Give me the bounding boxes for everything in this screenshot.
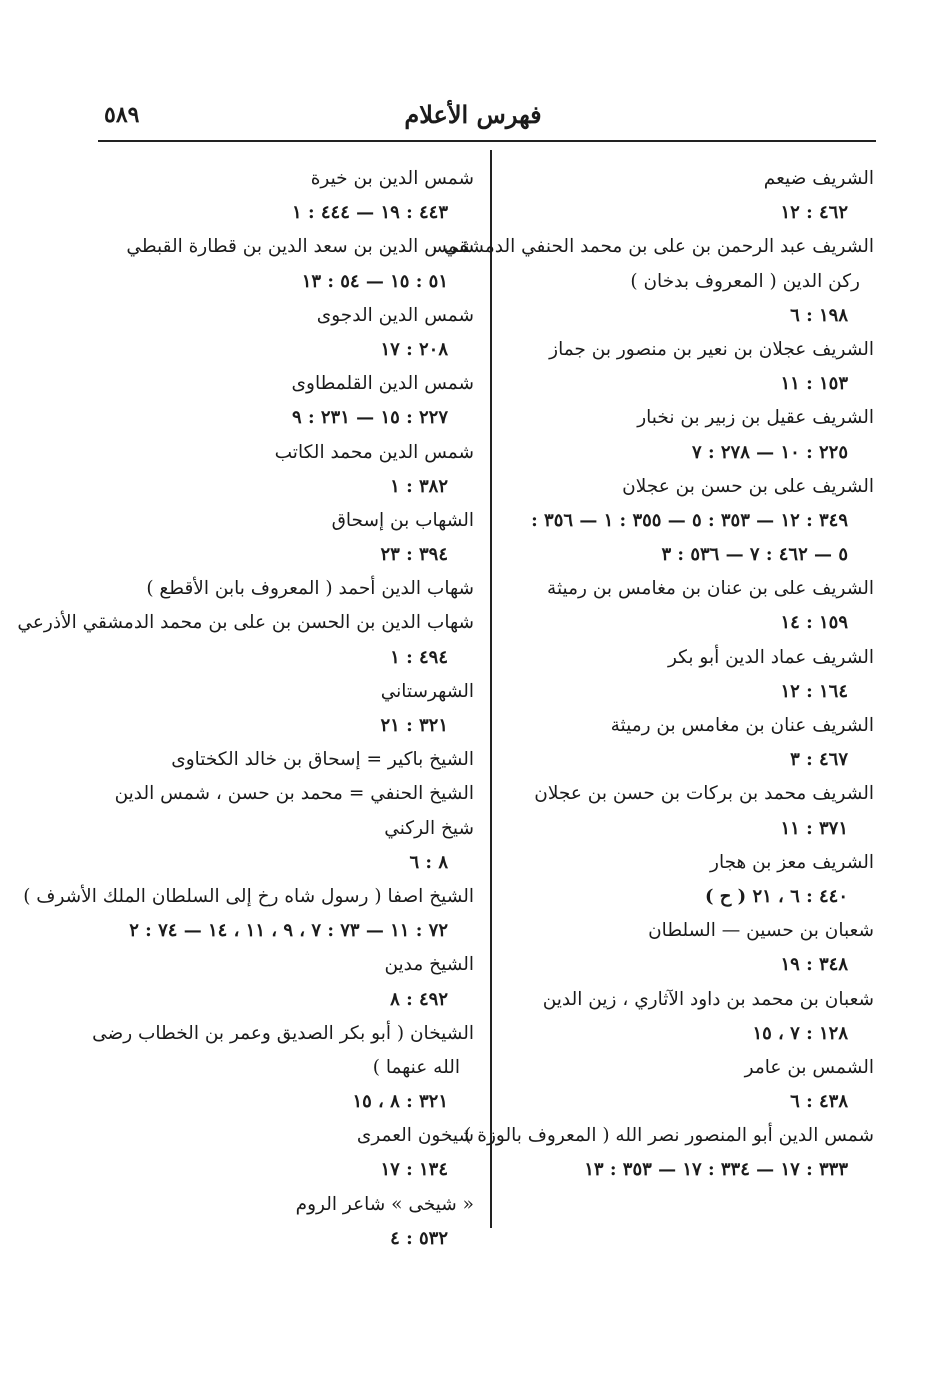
column-divider xyxy=(490,150,492,1228)
index-entry-name: الشريف عبد الرحمن بن على بن محمد الحنفي الدمشقي ، xyxy=(431,236,874,258)
index-page-reference: ٢٢٧ : ١٥ — ٢٣١ : ٩ xyxy=(292,407,448,429)
index-entry-name: شعبان بن محمد بن داود الآثاري ، زين الدين xyxy=(542,988,874,1010)
index-page-reference: ١٣٤ : ١٧ xyxy=(380,1159,448,1181)
index-page-reference: ٤٤٠ : ٦ ، ٢١ ( ح ) xyxy=(704,885,848,907)
index-entry-name: شعبان بن حسين — السلطان xyxy=(648,920,874,942)
index-entry-name: الشهاب بن إسحاق xyxy=(331,509,474,531)
index-page-reference: ١٥٣ : ١١ xyxy=(780,373,848,395)
page-title: فهرس الأعلام xyxy=(404,100,542,129)
index-entry-name: الشيخان ( أبو بكر الصديق وعمر بن الخطاب رضى xyxy=(92,1022,474,1044)
index-entry-name: الشيخ مدين xyxy=(384,954,474,976)
index-page-reference: ٥ — ٤٦٢ : ٧ — ٥٣٦ : ٣ xyxy=(661,544,848,566)
index-entry-name: الشمس بن عامر xyxy=(744,1056,874,1078)
index-page-reference: ٨ : ٦ xyxy=(409,851,448,873)
index-entry-name: الشريف محمد بن بركات بن حسن بن عجلان xyxy=(534,783,874,805)
index-page-reference: ١٦٤ : ١٢ xyxy=(780,680,848,702)
index-entry-continuation: الله عنهما ) xyxy=(372,1056,460,1078)
index-entry-name: الشريف على بن عنان بن مغامس بن رميثة xyxy=(547,578,874,600)
index-entry-name: شمس الدين أبو المنصور نصر الله ( المعروف بالوزة ) xyxy=(464,1125,874,1147)
index-page-reference: ٣٣٣ : ١٧ — ٣٣٤ : ١٧ — ٣٥٣ : ١٣ xyxy=(584,1159,848,1181)
index-entry-name: « شيخى » شاعر الروم xyxy=(295,1193,474,1215)
page-number: ٥٨٩ xyxy=(104,102,140,128)
index-page-reference: ٣٢١ : ٨ ، ١٥ xyxy=(352,1091,448,1113)
index-page-reference: ٤٣٨ : ٦ xyxy=(790,1091,848,1113)
index-page-reference: ٤٩٢ : ٨ xyxy=(390,988,448,1010)
index-entry-name: شمس الدين بن خيرة xyxy=(310,168,474,189)
index-entry-name: شيخون العمرى xyxy=(356,1125,474,1147)
index-page-reference: ٤٩٤ : ١ xyxy=(390,646,448,668)
index-entry-name: شهاب الدين أحمد ( المعروف بابن الأقطع ) xyxy=(146,578,474,600)
index-entry-name: الشريف عماد الدين أبو بكر xyxy=(667,646,874,668)
index-entry-name: شهاب الدين بن الحسن بن على بن محمد الدمشقي الأذرعي xyxy=(17,612,474,634)
index-entry-name: شيخ الركني xyxy=(384,817,474,839)
index-page-reference: ٤٦٧ : ٣ xyxy=(790,749,848,771)
index-page-reference: ١٢٨ : ٧ ، ١٥ xyxy=(752,1022,848,1044)
index-page-reference: ٢٠٨ : ١٧ xyxy=(380,338,448,360)
index-page-reference: ٣٤٩ : ١٢ — ٣٥٣ : ٥ — ٣٥٥ : ١ — ٣٥٦ : xyxy=(531,509,848,531)
index-page-reference: ٢٢٥ : ١٠ — ٢٧٨ : ٧ xyxy=(692,441,848,463)
index-page-reference: ٣٨٢ : ١ xyxy=(390,475,448,497)
index-page-reference: ٣٤٨ : ١٩ xyxy=(780,954,848,976)
index-entry-name: الشريف ضيعم xyxy=(763,168,874,189)
index-entry-name: الشريف عقيل بن زبير بن نخبار xyxy=(637,407,874,429)
index-page-reference: ٥١ : ١٥ — ٥٤ : ١٣ xyxy=(301,270,448,292)
index-entry-name: الشيخ اصفا ( رسول شاه رخ إلى السلطان الملك الأشرف ) xyxy=(23,885,474,907)
index-entry-name: شمس الدين بن سعد الدين بن قطارة القبطي xyxy=(126,236,474,258)
index-entry-name: شمس الدين محمد الكاتب xyxy=(274,441,474,463)
index-entry-name: الشريف معز بن هجار xyxy=(710,851,874,873)
index-entry-name: شمس الدين الدجوى xyxy=(316,304,474,326)
index-page-reference: ٤٤٣ : ١٩ — ٤٤٤ : ١ xyxy=(292,202,448,224)
index-entry-continuation: ركن الدين ( المعروف بدخان ) xyxy=(630,270,860,292)
index-column-left xyxy=(17,162,474,1256)
index-page-reference: ١٥٩ : ١٤ xyxy=(780,612,848,634)
index-page-reference: ٣٧١ : ١١ xyxy=(780,817,848,839)
index-entry-name: الشهرستاني xyxy=(380,680,474,702)
index-entry-name: الشريف عنان بن مغامس بن رميثة xyxy=(610,715,874,736)
index-entry-name: الشيخ باكير = إسحاق بن خالد الكختاوى xyxy=(171,749,474,771)
index-page-reference: ٣٢١ : ٢١ xyxy=(380,715,448,736)
index-page-reference: ٣٩٤ : ٢٣ xyxy=(380,544,448,566)
index-entry-name: الشريف عجلان بن نعير بن منصور بن جماز xyxy=(549,338,874,360)
index-page-reference: ١٩٨ : ٦ xyxy=(790,304,848,326)
index-entry-name: شمس الدين القلمطاوى xyxy=(291,373,474,395)
header-rule xyxy=(98,140,876,142)
index-page-reference: ٧٢ : ١١ — ٧٣ : ٧ ، ٩ ، ١١ ، ١٤ — ٧٤ : ٢ xyxy=(129,920,448,942)
index-column-right xyxy=(431,162,874,1188)
index-entry-name: الشيخ الحنفي = محمد بن حسن ، شمس الدين xyxy=(114,783,474,805)
index-entry-name: الشريف على بن حسن بن عجلان xyxy=(622,475,874,497)
index-page-reference: ٤٦٢ : ١٢ xyxy=(780,202,848,224)
index-page-reference: ٥٣٢ : ٤ xyxy=(390,1227,448,1249)
